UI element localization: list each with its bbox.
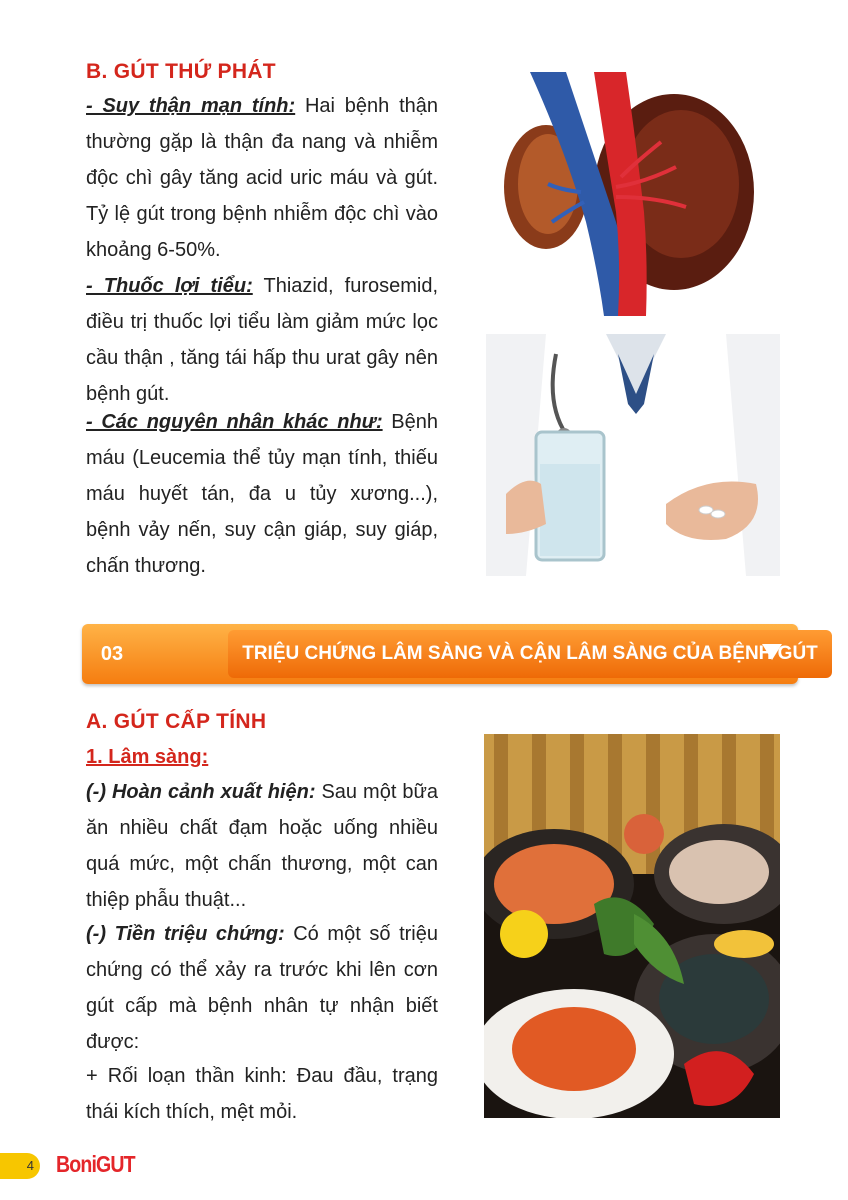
section-banner <box>82 624 818 684</box>
section-a-paragraph-3: + Rối loạn thần kinh: Đau đầu, trạng thái kích thích, mệt mỏi. <box>86 1065 438 1123</box>
section-b-paragraph-2 <box>86 268 438 412</box>
paragraph-text: Sau một bữa ăn nhiều chất đạm hoặc uống nhiều quá mức, một chấn thương, một can thiệp phẫu thuật... <box>86 781 438 911</box>
doctor-photo <box>486 334 780 576</box>
paragraph-lead: (-) Hoàn cảnh xuất hiện: <box>86 781 316 803</box>
section-a-paragraph-2 <box>86 916 438 1060</box>
paragraph-text: Thiazid, furosemid, điều trị thuốc lợi tiểu làm giảm mức lọc cầu thận , tăng tái hấp thu urat gây nên bệnh gút. <box>86 275 439 405</box>
kidney-illustration <box>486 72 784 316</box>
page-number: 4 <box>0 1153 40 1179</box>
paragraph-lead: - Thuốc lợi tiểu: <box>86 275 253 297</box>
section-a-subtitle: 1. Lâm sàng: <box>86 746 209 768</box>
section-a-title: A. GÚT CẤP TÍNH <box>86 710 267 733</box>
triangle-down-icon <box>762 644 782 660</box>
paragraph-text: Có một số triệu chứng có thể xảy ra trước khi lên cơn gút cấp mà bệnh nhân tự nhận biết được: <box>86 923 439 1053</box>
paragraph-lead: - Các nguyên nhân khác như: <box>86 411 383 433</box>
paragraph-text: Bệnh máu (Leucemia thể tủy mạn tính, thiếu máu huyết tán, đa u tủy xương...), bệnh vảy nến, suy cận giáp, suy giáp, chấn thương. <box>86 411 438 577</box>
brand-logo: BoniGUT <box>56 1151 135 1177</box>
section-b-paragraph-3 <box>86 404 438 584</box>
paragraph-lead: - Suy thận mạn tính: <box>86 95 296 117</box>
seafood-photo <box>484 734 780 1118</box>
paragraph-text: Hai bệnh thận thường gặp là thận đa nang và nhiễm độc chì gây tăng acid uric máu và gút. Tỷ lệ gút trong bệnh nhiễm độc chì vào khoảng 6-50%. <box>86 95 439 261</box>
section-b-title: B. GÚT THỨ PHÁT <box>86 60 276 83</box>
section-b-paragraph-1 <box>86 88 438 268</box>
section-number: 03 <box>100 643 124 665</box>
section-title: TRIỆU CHỨNG LÂM SÀNG VÀ CẬN LÂM SÀNG CỦA BỆNH GÚT <box>228 630 832 678</box>
section-a-paragraph-1 <box>86 774 438 918</box>
paragraph-lead: (-) Tiền triệu chứng: <box>86 923 285 945</box>
